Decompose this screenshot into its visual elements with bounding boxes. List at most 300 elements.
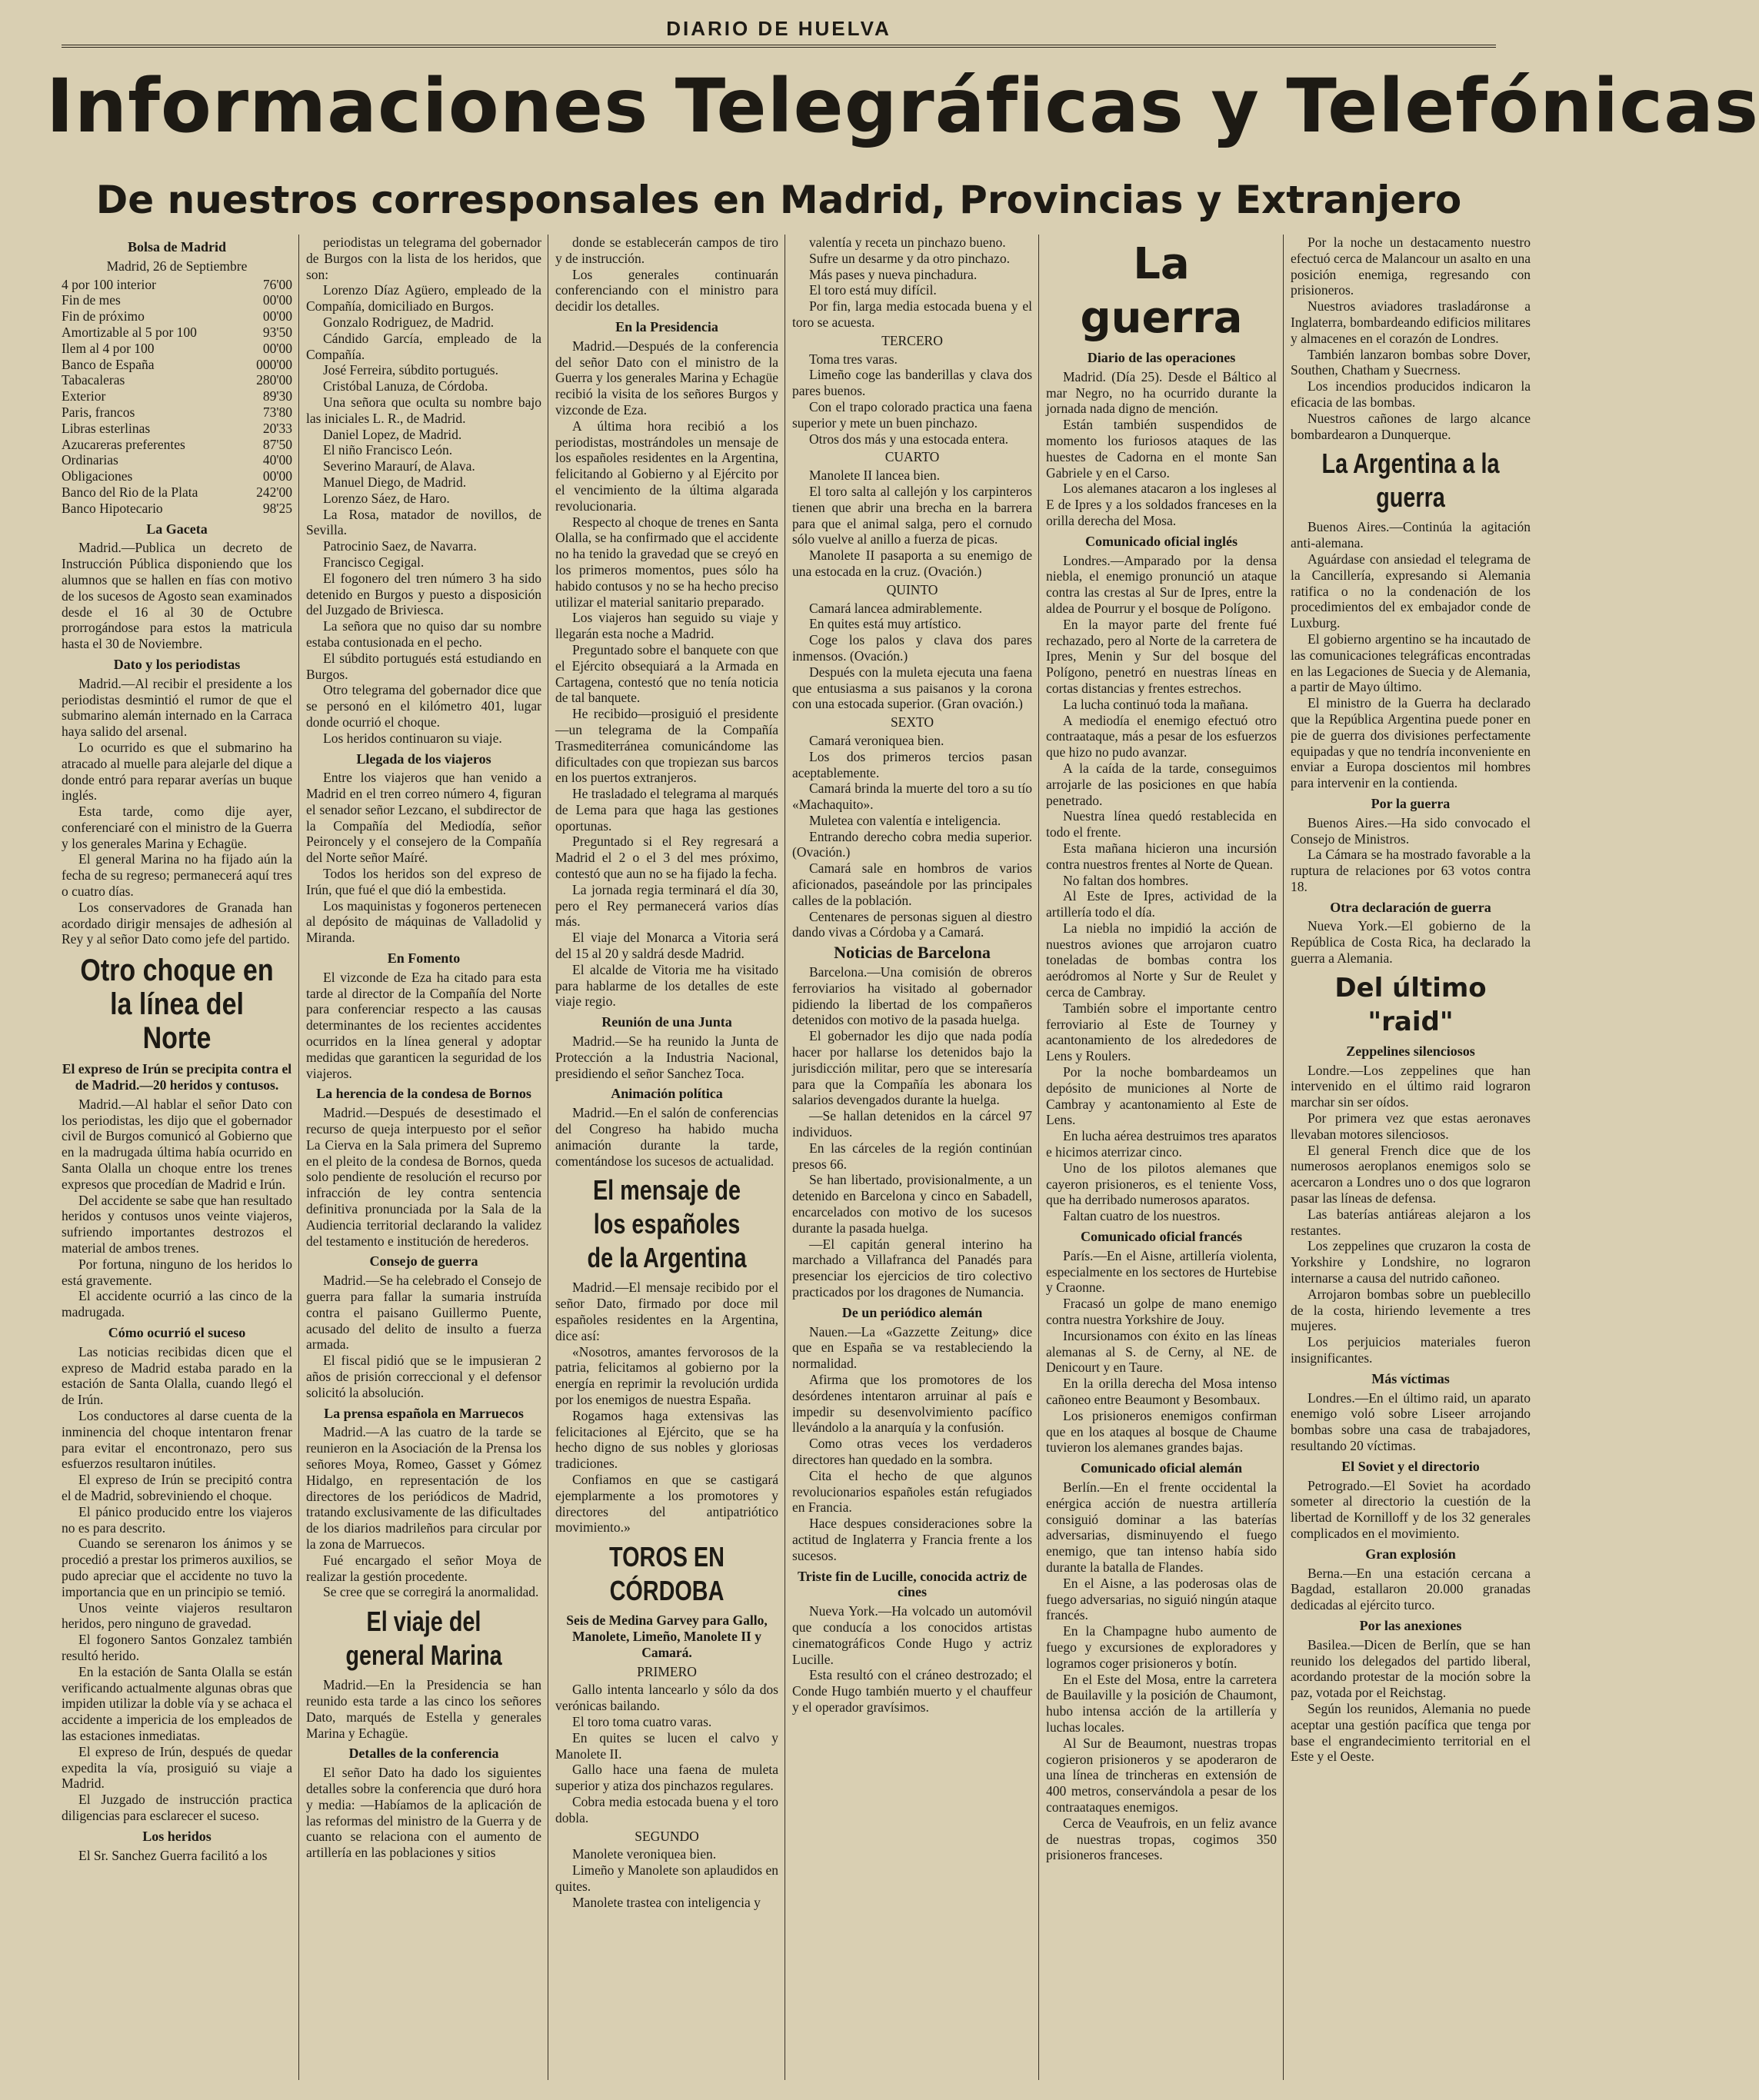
article-paragraph: Están también suspendidos de momento los furiosos ataques de las huestes de Cadorna en el monte San Gabriele y en el Carso. bbox=[1046, 417, 1277, 481]
subheadline: El expreso de Irún se precipita contra el de Madrid.—20 heridos y contusos. bbox=[62, 1061, 292, 1093]
column-2 bbox=[306, 235, 541, 2080]
stock-list bbox=[62, 277, 292, 517]
article-paragraph: A la caída de la tarde, conseguimos arrojarle de las posiciones en que había penetrado. bbox=[1046, 760, 1277, 808]
stock-price: 89'30 bbox=[262, 388, 292, 404]
article-paragraph: Cerca de Veaufrois, en un feliz avance de nuestras tropas, cogimos 350 prisioneros franceses. bbox=[1046, 1815, 1277, 1863]
column-3 bbox=[555, 235, 778, 2080]
article-paragraph: Manuel Diego, de Madrid. bbox=[323, 474, 467, 490]
article-paragraph: Una señora que oculta su nombre bajo las iniciales L. R., de Madrid. bbox=[306, 394, 541, 426]
stock-price: 000'00 bbox=[256, 356, 292, 372]
article-paragraph: He trasladado el telegrama al marqués de Lema para que haga las gestiones oportunas. bbox=[555, 786, 778, 834]
article-paragraph: —El capitán general interino ha marchado a Villafranca del Panadés para presenciar los ejercicios de tiro colectivo practicados por los dragones de Numancia. bbox=[792, 1236, 1032, 1300]
article-paragraph: Nuestra línea quedó restablecida en todo el frente. bbox=[1046, 808, 1277, 840]
stock-name: Azucareras preferentes bbox=[62, 436, 185, 452]
stock-price: 98'25 bbox=[262, 500, 292, 516]
article-paragraph: Buenos Aires.—Ha sido convocado el Consejo de Ministros. bbox=[1291, 814, 1531, 847]
article-body bbox=[1291, 235, 1531, 442]
article-paragraph: El expreso de Irún, después de quedar expedita la vía, prosiguió su viaje a Madrid. bbox=[62, 1743, 292, 1792]
headline: Otro choque en la línea del Norte bbox=[80, 953, 274, 1056]
column-rule bbox=[1283, 235, 1284, 2080]
article-paragraph: Se cree que se corregirá la anormalidad. bbox=[323, 1584, 539, 1600]
article-paragraph: No faltan dos hombres. bbox=[1063, 872, 1189, 888]
article-paragraph: El general Marina no ha fijado aún la fecha de su regreso; permanecerá aquí tres o cuatro días. bbox=[62, 851, 292, 900]
article-paragraph: Como otras veces los verdaderos directores han quedado en la sombra. bbox=[792, 1436, 1032, 1467]
article-paragraph: Todos los heridos son del expreso de Irún, que fué el que dió la embestida. bbox=[306, 866, 541, 897]
article-paragraph: El general French dice que de los numerosos aeroplanos enemigos solo se acercaron a Londres uno o dos que lograron pasar las líneas de defensa. bbox=[1291, 1142, 1531, 1206]
column-6 bbox=[1291, 235, 1531, 2080]
article-paragraph: El accidente ocurrió a las cinco de la madrugada. bbox=[62, 1288, 292, 1320]
stock-price: 00'00 bbox=[262, 468, 292, 484]
stock-name: Banco Hipotecario bbox=[62, 500, 163, 516]
article-body bbox=[1291, 815, 1531, 895]
article-paragraph: Lorenzo Díaz Agüero, empleado de la Compañía, domiciliado en Burgos. bbox=[306, 282, 541, 315]
article-paragraph: La lucha continuó toda la mañana. bbox=[1063, 696, 1249, 712]
article-body bbox=[792, 235, 1032, 331]
article-paragraph: valentía y receta un pinchazo bueno. bbox=[809, 235, 1006, 250]
article-paragraph: Camará veroniquea bien. bbox=[809, 732, 944, 748]
article-paragraph: Madrid.—Después de la conferencia del señor Dato con el ministro de la Guerra y los generales Marina y Echagüe recibió la visita de los señores Burgos y vizconde de Eza. bbox=[555, 338, 778, 418]
article-paragraph: Los conductores al darse cuenta de la inminencia del choque intentaron frenar para evitar el encontronazo, pero sus esfuerzos resultaron inútiles. bbox=[62, 1408, 292, 1472]
article-paragraph: Otros dos más y una estocada entera. bbox=[809, 431, 1009, 447]
article-body bbox=[792, 733, 1032, 940]
article-body bbox=[306, 770, 541, 946]
article-paragraph: El fogonero Santos Gonzalez también resultó herido. bbox=[62, 1632, 292, 1663]
article-paragraph: Entre los viajeros que han venido a Madrid en el tren correo número 4, figuran el senador señor Lezcano, el subdirector de la Compañía del Mediodía, señor Peironcely y el consejero de la Compañía del Norte señor Maíré. bbox=[306, 770, 541, 866]
column-rule bbox=[298, 235, 299, 2080]
article-paragraph: Patrocinio Saez, de Navarra. bbox=[323, 538, 477, 554]
article-text: El señor Dato ha dado los siguientes detalles sobre la conferencia que duró hora y media: —Habíamos de la aplicación de las reformas del ministro de la Guerra y de cuanto se relaciona con el aumento de artillería en las poblaciones y sitios bbox=[306, 1765, 541, 1861]
stock-row bbox=[62, 484, 292, 501]
article-body bbox=[792, 964, 1032, 1300]
headline: El Soviet y el directorio bbox=[1341, 1458, 1480, 1474]
headline: Consejo de guerra bbox=[369, 1253, 478, 1270]
stock-name: Ilem al 4 por 100 bbox=[62, 340, 155, 356]
article-paragraph: El fiscal pidió que se le impusieran 2 años de prisión correccional y el defensor solicitó la absolución. bbox=[306, 1353, 541, 1400]
article-paragraph: Gallo hace una faena de muleta superior y atiza dos pinchazos regulares. bbox=[555, 1762, 778, 1794]
article-text: Madrid.—Se ha reunido la Junta de Protección a la Industria Nacional, presidiendo el señor Sanchez Toca. bbox=[555, 1033, 778, 1081]
article-body bbox=[62, 1097, 292, 1320]
article-paragraph: Manolete veroniquea bien. bbox=[572, 1846, 717, 1862]
stock-row bbox=[62, 277, 292, 293]
article-body bbox=[792, 1324, 1032, 1564]
article-paragraph: El toro toma cuatro varas. bbox=[572, 1713, 712, 1729]
stock-price: 280'00 bbox=[256, 372, 292, 388]
stock-row bbox=[62, 404, 292, 421]
article-paragraph: He recibido—prosiguió el presidente—un telegrama de la Compañía Trasmediterránea comunicándome las dificultades con que tropiezan sus barcos en los puertos extranjeros. bbox=[555, 706, 778, 786]
stock-price: 87'50 bbox=[262, 436, 292, 452]
article-paragraph: Por fortuna, ninguno de los heridos lo está gravemente. bbox=[62, 1256, 292, 1288]
article-body bbox=[1046, 1248, 1277, 1456]
article-paragraph: Esta mañana hicieron una incursión contra nuestros frentes al Norte de Quean. bbox=[1046, 840, 1277, 872]
article-paragraph: Confiamos en que se castigará ejemplarmente a los promotores y directores del antipatriótico movimiento.» bbox=[555, 1471, 778, 1536]
article-body bbox=[1291, 519, 1531, 791]
section-title: La guerra bbox=[1080, 239, 1243, 343]
article-text: Londres.—En el último raid, un aparato enemigo voló sobre Liseer arrojando bombas sobre una casa de trabajadores, resultando 20 víctimas. bbox=[1291, 1389, 1531, 1453]
article-paragraph: Camará lancea admirablemente. bbox=[809, 600, 982, 616]
headline: Animación política bbox=[611, 1086, 723, 1102]
article-paragraph: La Cámara se ha mostrado favorable a la ruptura de relaciones por 63 votos contra 18. bbox=[1291, 847, 1531, 894]
headline: Reunión de una Junta bbox=[601, 1014, 732, 1030]
article-paragraph: En las cárceles de la región continúan presos 66. bbox=[792, 1140, 1032, 1172]
article-paragraph: José Ferreira, súbdito portugués. bbox=[323, 362, 498, 378]
article-paragraph: Incursionamos con éxito en las líneas alemanas al S. de Cerny, al NE. de Denicourt y en Taure. bbox=[1046, 1327, 1277, 1376]
article-paragraph: Barcelona.—Una comisión de obreros ferroviarios ha visitado al gobernador pidiendo la libertad de los compañeros detenidos con motivo de la pasada huelga. bbox=[792, 964, 1032, 1028]
article-paragraph: Por la noche un destacamento nuestro efectuó cerca de Malancour un asalto en una posición enemiga, regresando con prisioneros. bbox=[1291, 235, 1531, 298]
article-body bbox=[555, 1280, 778, 1536]
column-1 bbox=[62, 235, 292, 2080]
section-label: SEXTO bbox=[890, 714, 934, 731]
article-body bbox=[555, 235, 778, 315]
headline: La Argentina a la guerra bbox=[1321, 448, 1500, 514]
article-paragraph: El súbdito portugués está estudiando en Burgos. bbox=[306, 650, 541, 682]
article-text: El Sr. Sanchez Guerra facilitó a los bbox=[78, 1847, 268, 1863]
headline: En la Presidencia bbox=[615, 318, 718, 334]
article-paragraph: Daniel Lopez, de Madrid. bbox=[323, 426, 462, 442]
subheadline: Seis de Medina Garvey para Gallo, Manolete, Limeño, Manolete II y Camará. bbox=[566, 1612, 768, 1660]
article-paragraph: Madrid.—El mensaje recibido por el señor Dato, firmado por doce mil españoles residentes en la Argentina, dice así: bbox=[555, 1280, 778, 1343]
article-paragraph: A última hora recibió a los periodistas, mostrándoles un mensaje de los españoles residentes en la Argentina, felicitando al Gobierno y al Ejército por el vencimiento de la última algarada revolucionaria. bbox=[555, 418, 778, 514]
article-paragraph: La señora que no quiso dar su nombre estaba contusionada en el pecho. bbox=[306, 618, 541, 650]
headline: El viaje del general Marina bbox=[345, 1606, 502, 1672]
article-paragraph: Por fin, larga media estocada buena y el toro se acuesta. bbox=[792, 298, 1032, 330]
stock-price: 93'50 bbox=[262, 324, 292, 340]
stock-name: Libras esterlinas bbox=[62, 420, 151, 436]
article-text: Nueva York.—El gobierno de la República de Costa Rica, ha declarado la guerra a Alemania. bbox=[1291, 918, 1531, 967]
article-paragraph: El viaje del Monarca a Vitoria será del 15 al 20 y saldrá desde Madrid. bbox=[555, 930, 778, 962]
headline: Comunicado oficial alemán bbox=[1081, 1460, 1242, 1476]
article-paragraph: Nueva York.—Ha volcado un automóvil que conducía a los conocidos artistas cinematográficos Conde Hugo y actriz Lucille. bbox=[792, 1603, 1032, 1667]
stock-row bbox=[62, 308, 292, 324]
article-paragraph: Nuestros cañones de largo alcance bombardearon a Dunquerque. bbox=[1291, 410, 1531, 442]
article-paragraph: El gobernador les dijo que nada podía hacer por hallarse los detenidos bajo la jurisdicción militar, pero que se interesaría para que la Compañía les abonara los salarios devengados durante la huelga. bbox=[792, 1028, 1032, 1108]
article-paragraph: El toro salta al callejón y los carpinteros tienen que abrir una brecha en la barrera para que el animal salga, pero el cornudo sólo vuelve al anillo a fuerza de picas. bbox=[792, 483, 1032, 547]
article-body bbox=[62, 1344, 292, 1824]
article-paragraph: Después con la muleta ejecuta una faena que entusiasma a sus paisanos y la corona con una estocada superior. (Gran ovación.) bbox=[792, 664, 1032, 712]
article-paragraph: Los conservadores de Granada han acordado dirigir mensajes de adhesión al Rey y al señor Dato como jefe del partido. bbox=[62, 899, 292, 947]
article-body bbox=[792, 1603, 1032, 1716]
article-paragraph: Faltan cuatro de los nuestros. bbox=[1063, 1208, 1221, 1224]
article-paragraph: En quites se lucen el calvo y Manolete II. bbox=[555, 1729, 778, 1762]
article-paragraph: Manolete II lancea bien. bbox=[809, 468, 941, 484]
article-paragraph: Nuestros aviadores trasladáronse a Inglaterra, bombardeando edificios militares y almacenes en el corazón de Londres. bbox=[1291, 298, 1531, 346]
headline: Comunicado oficial francés bbox=[1081, 1229, 1242, 1245]
article-paragraph: Cristóbal Lanuza, de Córdoba. bbox=[323, 378, 488, 394]
article-body bbox=[1291, 1637, 1531, 1765]
article-paragraph: En la orilla derecha del Mosa intenso cañoneo entre Beaumont y Besombaux. bbox=[1046, 1376, 1277, 1407]
article-body bbox=[1046, 369, 1277, 529]
article-paragraph: Más pases y nueva pinchadura. bbox=[809, 266, 978, 282]
article-paragraph: Basilea.—Dicen de Berlín, que se han reunido los delegados del partido liberal, acordando protestar de la moción sobre la paz, votada por el Reichstag. bbox=[1291, 1636, 1531, 1701]
headline: Gran explosión bbox=[1365, 1546, 1456, 1562]
stock-row bbox=[62, 372, 292, 388]
article-paragraph: Preguntado sobre el banquete con que el Ejército obsequiará a la Armada en Cartagena, contestó que no tenía noticia de tal banquete. bbox=[555, 641, 778, 706]
headline: Los heridos bbox=[142, 1828, 212, 1844]
article-paragraph: Madrid.—Al hablar el señor Dato con los periodistas, les dijo que el gobernador civil de Burgos comunicó al Gobierno que en la madrugada última había ocurrido en Santa Olalla un choque entre los trenes expresos que procedían de Madrid e Irún. bbox=[62, 1096, 292, 1192]
headline: Bolsa de Madrid bbox=[127, 239, 226, 255]
stock-name: Banco de España bbox=[62, 356, 155, 372]
article-body bbox=[1291, 1063, 1531, 1366]
article-text: Petrogrado.—El Soviet ha acordado someter al directorio la cuestión de la libertad de Kornilloff y de los 32 generales complicados en el movimiento. bbox=[1291, 1477, 1531, 1541]
article-paragraph: La jornada regia terminará el día 30, pero el Rey permanecerá varios días más. bbox=[555, 881, 778, 930]
article-body bbox=[306, 1424, 541, 1600]
article-text: Madrid.—En la Presidencia se han reunido esta tarde a las cinco los señores Dato, marqués de Estella y generales Marina y Echagüe. bbox=[306, 1677, 541, 1741]
article-paragraph: Cándido García, empleado de la Compañía. bbox=[306, 330, 541, 362]
stock-price: 00'00 bbox=[262, 292, 292, 308]
stock-row bbox=[62, 468, 292, 484]
article-paragraph: El expreso de Irún se precipitó contra el de Madrid, sobreviniendo el choque. bbox=[62, 1472, 292, 1503]
stock-price: 76'00 bbox=[262, 276, 292, 292]
article-paragraph: Toma tres varas. bbox=[809, 351, 898, 367]
headline: En Fomento bbox=[387, 950, 461, 967]
column-5 bbox=[1046, 235, 1277, 2080]
article-paragraph: Del accidente se sabe que han resultado heridos y contusos unos veinte viajeros, sufriendo importantes destrozos el material de ambos trenes. bbox=[62, 1192, 292, 1256]
page-subtitle: De nuestros corresponsales en Madrid, Provincias y Extranjero bbox=[95, 178, 1462, 222]
article-paragraph: Madrid. (Día 25). Desde el Báltico al mar Negro, no ha ocurrido durante la jornada nada digno de mención. bbox=[1046, 368, 1277, 417]
article-paragraph: Al Este de Ipres, actividad de la artillería todo el día. bbox=[1046, 888, 1277, 920]
stock-row bbox=[62, 324, 292, 341]
headline: TOROS EN CÓRDOBA bbox=[609, 1541, 725, 1607]
article-body bbox=[792, 601, 1032, 713]
column-rule bbox=[1038, 235, 1039, 2080]
article-paragraph: El niño Francisco León. bbox=[323, 442, 453, 458]
stock-price: 20'33 bbox=[262, 420, 292, 436]
article-paragraph: Muletea con valentía e inteligencia. bbox=[809, 812, 1001, 828]
article-paragraph: Esta resultó con el cráneo destrozado; el Conde Hugo también muerto y el chauffeur y el operador gravísimos. bbox=[792, 1667, 1032, 1715]
stock-name: Exterior bbox=[62, 388, 106, 404]
stock-name: Amortizable al 5 por 100 bbox=[62, 324, 197, 340]
article-body bbox=[792, 468, 1032, 580]
stock-name: 4 por 100 interior bbox=[62, 276, 156, 292]
article-paragraph: Buenos Aires.—Continúa la agitación anti-alemana. bbox=[1291, 519, 1531, 551]
stock-row bbox=[62, 357, 292, 373]
stock-price: 73'80 bbox=[262, 404, 292, 420]
headline: La herencia de la condesa de Bornos bbox=[316, 1086, 531, 1102]
headline: Llegada de los viajeros bbox=[356, 750, 491, 767]
stock-name: Obligaciones bbox=[62, 468, 133, 484]
column-4 bbox=[792, 235, 1032, 2080]
headline: Noticias de Barcelona bbox=[834, 943, 991, 963]
article-paragraph: Por la noche bombardeamos un depósito de municiones al Norte de Cambray y acantonamiento al Este de Lens. bbox=[1046, 1064, 1277, 1128]
headline: Dato y los periodistas bbox=[113, 656, 241, 672]
article-paragraph: periodistas un telegrama del gobernador de Burgos con la lista de los heridos, que son: bbox=[306, 235, 541, 282]
article-paragraph: Camará sale en hombros de varios aficionados, paseándole por las principales calles de la población. bbox=[792, 860, 1032, 908]
page-title: Informaciones Telegráficas y Telefónicas bbox=[46, 63, 1759, 149]
article-paragraph: También lanzaron bombas sobre Dover, Southen, Chatham y Suecrness. bbox=[1291, 346, 1531, 378]
article-body bbox=[1046, 553, 1277, 1224]
article-paragraph: Al Sur de Beaumont, nuestras tropas cogieron prisioneros y se apoderaron de una línea de trincheras en extensión de 400 metros, conservándola a pesar de los contraataques enemigos. bbox=[1046, 1735, 1277, 1815]
headline: Comunicado oficial inglés bbox=[1084, 533, 1238, 549]
headline: Por las anexiones bbox=[1359, 1617, 1462, 1633]
article-paragraph: Respecto al choque de trenes en Santa Olalla, se ha confirmado que el accidente no ha tenido la gravedad que se creyó en los primeros momentos, pues sólo ha habido contusos y no se ha hecho preciso utilizar el material sanitario preparado. bbox=[555, 514, 778, 610]
headline: Otra declaración de guerra bbox=[1330, 899, 1491, 915]
article-body bbox=[1046, 1479, 1277, 1863]
stock-price: 40'00 bbox=[262, 452, 292, 468]
article-body bbox=[306, 1273, 541, 1400]
section-label: QUINTO bbox=[886, 581, 938, 597]
article-paragraph: En la mayor parte del frente fué rechazado, pero al Norte de la carretera de Ipres, Menin y Sur del bosque del Polígono, penetró en nuestras líneas en cortas distancias y frentes estrechos. bbox=[1046, 616, 1277, 696]
stock-name: Fin de mes bbox=[62, 292, 121, 308]
article-paragraph: Las noticias recibidas dicen que el expreso de Madrid estaba parado en la estación de Santa Olalla, cuando llegó el de Irún. bbox=[62, 1343, 292, 1408]
article-paragraph: Preguntado si el Rey regresará a Madrid el 2 o el 3 del mes próximo, contestó que aun no se ha fijado la fecha. bbox=[555, 834, 778, 882]
article-paragraph: El alcalde de Vitoria me ha visitado para hablarme de los detalles de este viaje regio. bbox=[555, 961, 778, 1010]
article-paragraph: Manolete trastea con inteligencia y bbox=[572, 1894, 761, 1910]
article-paragraph: Sufre un desarme y da otro pinchazo. bbox=[809, 250, 1010, 266]
stock-row bbox=[62, 421, 292, 437]
article-paragraph: Centenares de personas siguen al diestro dando vivas a Córdoba y a Camará. bbox=[792, 908, 1032, 940]
article-text: Madrid.—Publica un decreto de Instrucción Pública disponiendo que los alumnos que se hallen en fías con motivo de los sucesos de Agosto sean examinados desde el 16 al 30 de Octubre prorrogándose para estos la matricula hasta el 30 de Noviembre. bbox=[62, 540, 292, 652]
article-paragraph: Arrojaron bombas sobre un pueblecillo de la costa, hiriendo levemente a tres mujeres. bbox=[1291, 1286, 1531, 1334]
article-paragraph: También sobre el importante centro ferroviario al Este de Tourney y acantonamiento de los alrededores de Lens y Roulers. bbox=[1046, 1000, 1277, 1064]
article-text: Berna.—En una estación cercana a Bagdad, estallaron 20.000 granadas dedicadas al ejército turco. bbox=[1291, 1565, 1531, 1613]
article-paragraph: La Rosa, matador de novillos, de Sevilla. bbox=[306, 506, 541, 538]
stock-name: Fin de próximo bbox=[62, 308, 145, 324]
article-body bbox=[306, 235, 541, 747]
article-paragraph: Los alemanes atacaron a los ingleses al E de Ipres y a los soldados franceses en la orilla derecha del Mosa. bbox=[1046, 481, 1277, 528]
article-paragraph: En quites está muy artístico. bbox=[809, 616, 961, 632]
article-paragraph: Fracasó un golpe de mano enemigo contra nuestra Yorkshire de Jouy. bbox=[1046, 1296, 1277, 1328]
headline: Cómo ocurrió el suceso bbox=[108, 1325, 246, 1341]
article-paragraph: Los viajeros han seguido su viaje y llegarán esta noche a Madrid. bbox=[555, 610, 778, 642]
article-paragraph: Berlín.—En el frente occidental la enérgica acción de nuestra artillería consiguió dominar a las baterías adversarias, disminuyendo el fuego enemigo, que tan intenso había sido durante la batalla de Flandes. bbox=[1046, 1479, 1277, 1575]
stock-row bbox=[62, 501, 292, 517]
running-header: DIARIO DE HUELVA bbox=[62, 17, 1496, 48]
stock-row bbox=[62, 452, 292, 468]
article-text: El vizconde de Eza ha citado para esta tarde al director de la Compañía del Norte para conferenciar respecto a las causas determinantes de los recientes accidentes ocurridos en la línea general y adoptar medidas que garanticen la seguridad de los viajeros. bbox=[306, 969, 541, 1081]
article-paragraph: Severino Maraurí, de Alava. bbox=[323, 458, 475, 474]
article-paragraph: —Se hallan detenidos en la cárcel 97 individuos. bbox=[792, 1108, 1032, 1140]
article-paragraph: En el Aisne, a las poderosas olas de fuego adversarias, no siguió ningún ataque francés. bbox=[1046, 1575, 1277, 1623]
article-paragraph: Rogamos haga extensivas las felicitaciones al Ejército, que se ha hecho digno de sus nobles y gloriosas tradiciones. bbox=[555, 1407, 778, 1472]
headline: De un periódico alemán bbox=[841, 1304, 983, 1320]
headline: Más víctimas bbox=[1371, 1370, 1450, 1386]
stock-name: Tabacaleras bbox=[62, 372, 125, 388]
article-paragraph: Limeño coge las banderillas y clava dos pares buenos. bbox=[792, 367, 1032, 399]
article-paragraph: Los prisioneros enemigos confirman que en los ataques al bosque de Chaume tuvieron los alemanes grandes bajas. bbox=[1046, 1407, 1277, 1456]
article-text: Madrid.—En el salón de conferencias del Congreso ha habido mucha animación durante la tarde, comentándose los sucesos de actualidad. bbox=[555, 1105, 778, 1169]
article-paragraph: Los zeppelines que cruzaron la costa de Yorkshire y Londshire, no lograron internarse a causa del nutrido cañoneo. bbox=[1291, 1238, 1531, 1286]
article-paragraph: Aguárdase con ansiedad el telegrama de la Cancillería, expresando si Alemania ratifica o no la condenación de los procedimientos del ex embajador conde de Luxburg. bbox=[1291, 551, 1531, 631]
stock-name: Banco del Rio de la Plata bbox=[62, 484, 198, 500]
article-paragraph: Según los reunidos, Alemania no puede aceptar una gestión pacífica que tenga por base el engrandecimiento territorial en el Este y el Oeste. bbox=[1291, 1700, 1531, 1765]
article-paragraph: La niebla no impidió la acción de nuestros aviones que arrojaron cuatro toneladas de bombas contra los aeródromos al Norte y Sur de Reulet y cerca de Cambray. bbox=[1046, 920, 1277, 1000]
article-paragraph: Los maquinistas y fogoneros pertenecen al depósito de máquinas de Valladolid y Miranda. bbox=[306, 897, 541, 946]
article-paragraph: Los dos primeros tercios pasan aceptablemente. bbox=[792, 748, 1032, 780]
article-paragraph: El gobierno argentino se ha incautado de las comunicaciones telegráficas encontradas en las Legaciones de Suecia y de Alemania, a partir de Mayo último. bbox=[1291, 631, 1531, 695]
article-paragraph: Madrid.—A las cuatro de la tarde se reunieron en la Asociación de la Prensa los señores Moya, Romeo, Gasset y Gómez Hidalgo, en representación de los directores de los periódicos de Madrid, tratando exclusivamente de las dificultades de los diarios madrileños para circular por la zona de Marruecos. bbox=[306, 1424, 541, 1552]
headline: Detalles de la conferencia bbox=[348, 1746, 499, 1762]
article-paragraph: Coge los palos y clava dos pares inmensos. (Ovación.) bbox=[792, 632, 1032, 664]
stock-row bbox=[62, 341, 292, 357]
article-paragraph: Cita el hecho de que algunos revolucionarios españoles están refugiados en Francia. bbox=[792, 1467, 1032, 1516]
article-paragraph: Madrid.—Se ha celebrado el Consejo de guerra para fallar la sumaria instruída contra el paisano Guillermo Puente, acusado del delito de insulto a fuerza armada. bbox=[306, 1273, 541, 1353]
article-paragraph: «Nosotros, amantes fervorosos de la patria, felicitamos al gobierno por la energía en reprimir la revolución urdida por los enemigos de nuestra España. bbox=[555, 1343, 778, 1407]
article-paragraph: Las baterías antiáreas alejaron a los restantes. bbox=[1291, 1206, 1531, 1238]
article-paragraph: En lucha aérea destruimos tres aparatos e hicimos aterrizar cinco. bbox=[1046, 1128, 1277, 1160]
article-paragraph: París.—En el Aisne, artillería violenta, especialmente en los sectores de Hurtebise y Craonne. bbox=[1046, 1247, 1277, 1296]
dateline: Madrid, 26 de Septiembre bbox=[106, 258, 248, 274]
article-paragraph: Con el trapo colorado practica una faena superior y mete un buen pinchazo. bbox=[792, 398, 1032, 431]
article-paragraph: El toro está muy difícil. bbox=[809, 282, 937, 298]
article-paragraph: Los incendios producidos indicaron la eficacia de las bombas. bbox=[1291, 378, 1531, 410]
article-paragraph: Gallo intenta lancearlo y sólo da dos verónicas bailando. bbox=[555, 1682, 778, 1714]
stock-price: 00'00 bbox=[262, 340, 292, 356]
article-paragraph: Limeño y Manolete son aplaudidos en quites. bbox=[555, 1862, 778, 1894]
stock-price: 00'00 bbox=[262, 308, 292, 324]
section-label: SEGUNDO bbox=[635, 1828, 699, 1844]
headline: Diario de las operaciones bbox=[1087, 350, 1236, 365]
stock-name: Ordinarias bbox=[62, 452, 118, 468]
article-paragraph: El ministro de la Guerra ha declarado que la República Argentina puede poner en pie de guerra dos divisiones perfectamente equipadas y que no tendría inconveniente en enviar a Europa doscientos mil hombres para intervenir en la contienda. bbox=[1291, 695, 1531, 791]
section-label: CUARTO bbox=[884, 449, 940, 465]
article-paragraph: Lo ocurrido es que el submarino ha atracado al muelle para alejarle del dique a donde entró para reparar averías un buque inglés. bbox=[62, 739, 292, 804]
headline: Triste fin de Lucille, conocida actriz de cines bbox=[797, 1568, 1028, 1600]
article-paragraph: Otro telegrama del gobernador dice que se personó en el kilómetro 401, lugar donde ocurrió el choque. bbox=[306, 682, 541, 730]
stock-name: Paris, francos bbox=[62, 404, 135, 420]
article-paragraph: Entrando derecho cobra media superior. (Ovación.) bbox=[792, 828, 1032, 860]
article-paragraph: Gonzalo Rodriguez, de Madrid. bbox=[323, 314, 495, 330]
stock-row bbox=[62, 437, 292, 453]
article-paragraph: Fué encargado el señor Moya de realizar la gestión procedente. bbox=[306, 1552, 541, 1584]
article-body bbox=[555, 1846, 778, 1910]
article-paragraph: donde se establecerán campos de tiro y de instrucción. bbox=[555, 235, 778, 266]
article-paragraph: Londres.—Amparado por la densa niebla, el enemigo pronunció un ataque contra las crestas al Sur de Ipres, entre la aldea de Pourrur y el bosque de Polígono. bbox=[1046, 552, 1277, 616]
article-paragraph: Uno de los pilotos alemanes que cayeron prisioneros, es el teniente Voss, que ha derribado numerosos aparatos. bbox=[1046, 1160, 1277, 1208]
article-paragraph: Manolete II pasaporta a su enemigo de una estocada en la cruz. (Ovación.) bbox=[792, 547, 1032, 579]
section-label: PRIMERO bbox=[637, 1663, 697, 1679]
stock-row bbox=[62, 388, 292, 404]
headline: Por la guerra bbox=[1371, 795, 1451, 811]
stock-row bbox=[62, 292, 292, 308]
article-paragraph: Los generales continuarán conferenciando con el ministro para decidir los detalles. bbox=[555, 266, 778, 315]
article-body bbox=[792, 351, 1032, 448]
article-paragraph: A mediodía el enemigo efectuó otro contraataque, más a pesar de los esfuerzos que hizo no pudo avanzar. bbox=[1046, 712, 1277, 760]
article-paragraph: Londre.—Los zeppelines que han intervenido en el último raid lograron marchar sin ser oídos. bbox=[1291, 1062, 1531, 1110]
article-paragraph: En el Este del Mosa, entre la carretera de Bauilaville y la posición de Chaumont, hubo intensa acción de la artillería y luchas locales. bbox=[1046, 1671, 1277, 1735]
article-paragraph: Se han libertado, provisionalmente, a un detenido en Barcelona y cinco en Sabadell, encarcelados con motivo de los sucesos durante la pasada huelga. bbox=[792, 1172, 1032, 1236]
article-paragraph: El fogonero del tren número 3 ha sido detenido en Burgos y puesto a disposición del Juzgado de Briviesca. bbox=[306, 570, 541, 618]
article-paragraph: Nauen.—La «Gazzette Zeitung» dice que en España se va restableciendo la normalidad. bbox=[792, 1323, 1032, 1372]
section-label: TERCERO bbox=[881, 332, 943, 348]
article-paragraph: Unos veinte viajeros resultaron heridos, pero ninguno de gravedad. bbox=[62, 1599, 292, 1632]
article-paragraph: Lorenzo Sáez, de Haro. bbox=[323, 490, 450, 506]
article-paragraph: El pánico producido entre los viajeros no es para descrito. bbox=[62, 1503, 292, 1536]
headline: El mensaje de los españoles de la Argentina bbox=[587, 1174, 747, 1274]
headline: La prensa española en Marruecos bbox=[324, 1405, 524, 1421]
article-paragraph: Francisco Cegigal. bbox=[323, 554, 425, 570]
article-paragraph: Esta tarde, como dije ayer, conferenciaré con el ministro de la Guerra y los generales Marina y Echagüe. bbox=[62, 804, 292, 851]
article-paragraph: El Juzgado de instrucción practica diligencias para esclarecer el suceso. bbox=[62, 1792, 292, 1823]
article-paragraph: Afirma que los promotores de los desórdenes intentaron arruinar al país e impedir su desenvolvimiento pacífico llevándolo a la anarquía y la confusión. bbox=[792, 1371, 1032, 1436]
article-paragraph: Cuando se serenaron los ánimos y se procedió a prestar los primeros auxilios, se pudo apreciar que el accidente no tuvo la importancia que en un principio se temió. bbox=[62, 1536, 292, 1599]
headline: La Gaceta bbox=[146, 521, 208, 537]
article-paragraph: Hace despues consideraciones sobre la actitud de Inglaterra y Francia frente a los sucesos. bbox=[792, 1516, 1032, 1563]
headline: Del último "raid" bbox=[1334, 972, 1487, 1037]
article-paragraph: Cobra media estocada buena y el toro dobla. bbox=[555, 1793, 778, 1825]
article-paragraph: Los perjuicios materiales fueron insignificantes. bbox=[1291, 1334, 1531, 1366]
stock-price: 242'00 bbox=[256, 484, 292, 500]
article-body bbox=[555, 338, 778, 1010]
article-paragraph: Madrid.—Al recibir el presidente a los periodistas desmintió el rumor de que el submarino alemán internado en la Carraca haya salido del arsenal. bbox=[62, 675, 292, 740]
article-paragraph: Por primera vez que estas aeronaves llevaban motores silenciosos. bbox=[1291, 1110, 1531, 1142]
article-text: Madrid.—Después de desestimado el recurso de queja interpuesto por el señor La Cierva en la Sala primera del Supremo en el pleito de la condesa de Bornos, queda solo pendiente de resolución el recurso por infracción de ley contra sentencia definitiva pronunciada por la Sala de la Audiencia territorial declarando la validez del testamento e institución de herederos. bbox=[306, 1105, 541, 1249]
article-body bbox=[555, 1682, 778, 1825]
article-body bbox=[62, 676, 292, 948]
article-paragraph: En la estación de Santa Olalla se están verificando actualmente algunas obras que impiden utilizar la doble vía y se achaca el accidente a impericia de los empleados de las estaciones inmediatas. bbox=[62, 1663, 292, 1743]
article-paragraph: Camará brinda la muerte del toro a su tío «Machaquito». bbox=[792, 780, 1032, 813]
headline: Zeppelines silenciosos bbox=[1346, 1043, 1475, 1059]
article-paragraph: En la Champagne hubo aumento de fuego y excursiones de exploradores y logramos coger prisioneros y botín. bbox=[1046, 1623, 1277, 1671]
article-paragraph: Los heridos continuaron su viaje. bbox=[323, 730, 502, 746]
